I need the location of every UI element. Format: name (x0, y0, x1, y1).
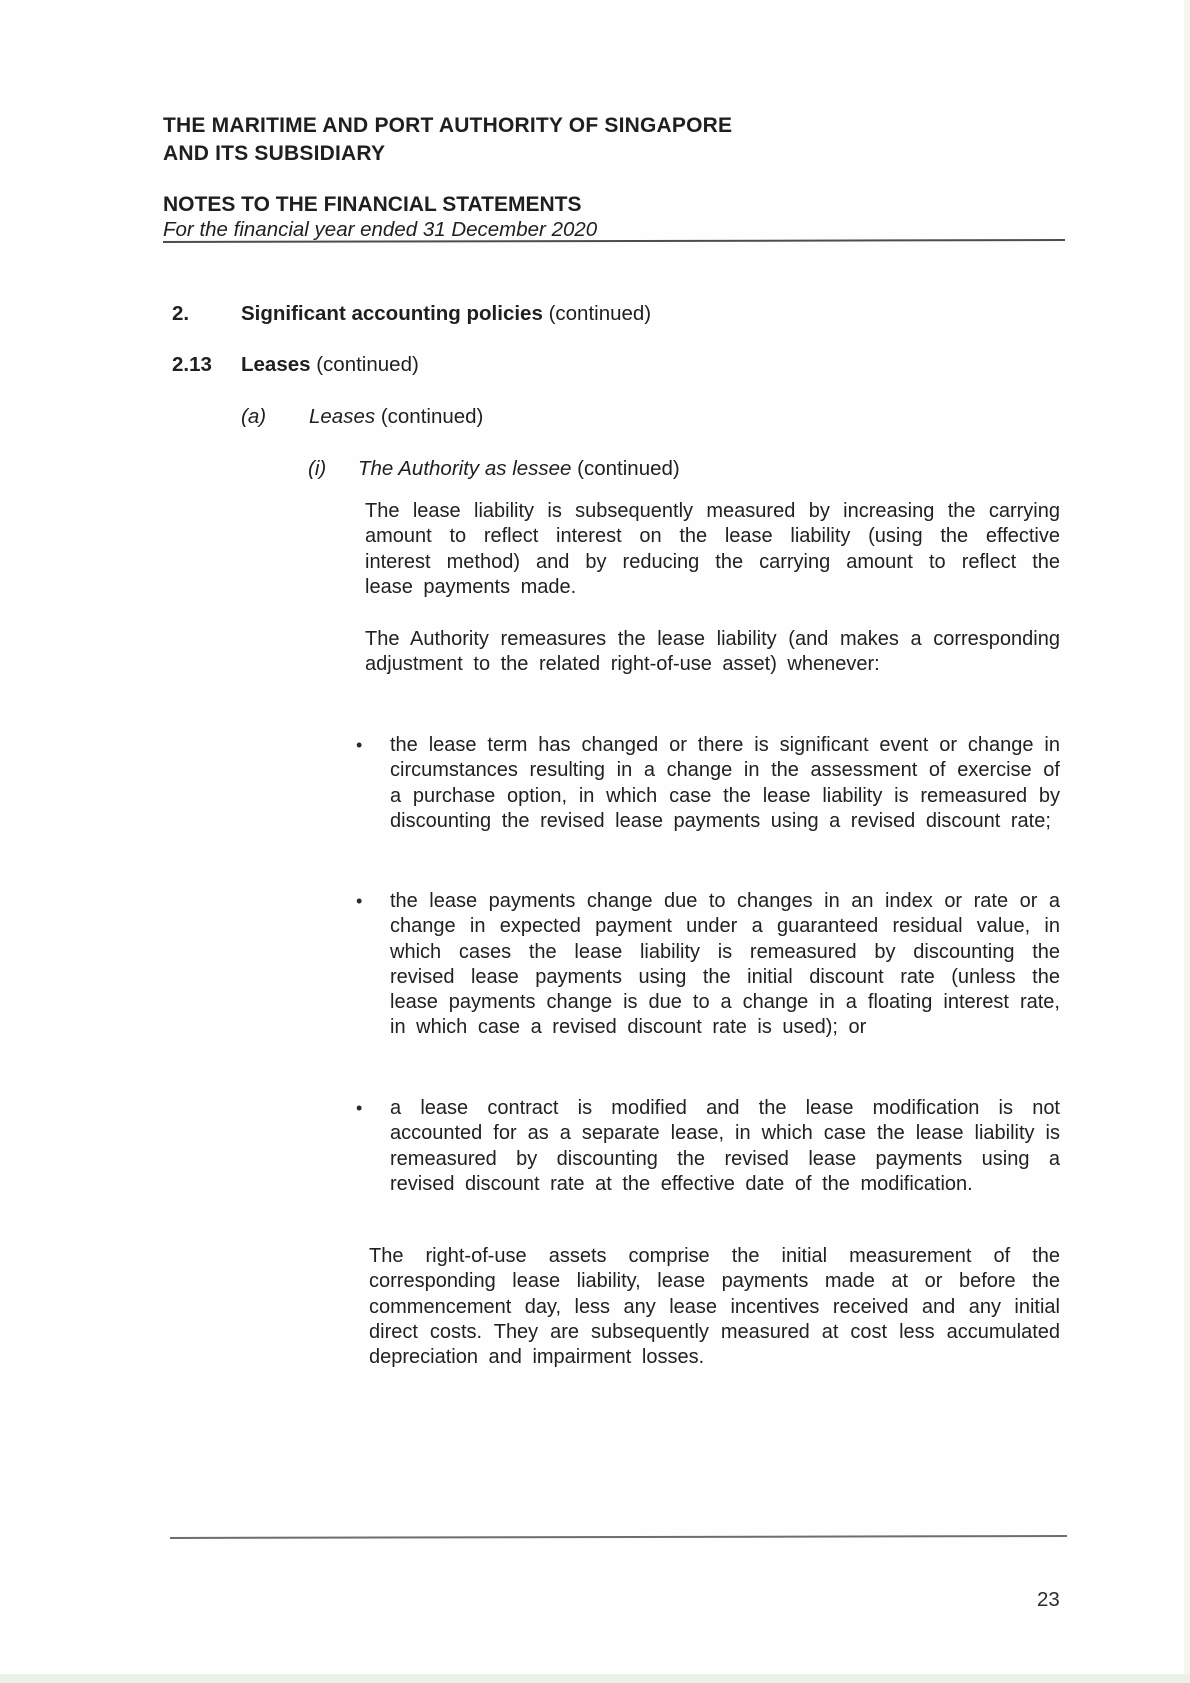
subsection-number: 2.13 (172, 353, 212, 376)
list-item-a-heading (241, 404, 483, 430)
item-a-marker: (a) (241, 405, 267, 428)
organization-name (163, 112, 732, 168)
bullet-icon: • (356, 1098, 363, 1118)
document-title: NOTES TO THE FINANCIAL STATEMENTS (163, 193, 582, 216)
item-i-title: The Authority as lessee (continued) (358, 457, 680, 480)
paragraph-lease-liability-measurement: The lease liability is subsequently measured by increasing the carrying amount to reflect interest on the lease liability (using the effective interest method) and by reducing the carrying amount to reflect the lease payments made. (365, 500, 1060, 598)
section-continued-label: (continued) (548, 302, 652, 325)
bullet-text: the lease term has changed or there is significant event or change in circumstances resulting in a change in the assessment of exercise of a purchase option, in which case the lease liability is remeasured by discounting the revised lease payments using a revised discount rate; (390, 734, 1060, 832)
subsection-heading (172, 352, 419, 378)
page-number: 23 (1037, 1588, 1060, 1611)
item-i-marker: (i) (308, 457, 327, 480)
paragraph-authority-remeasures: The Authority remeasures the lease liability (and makes a corresponding adjustment to the related right-of-use asset) whenever: (365, 628, 1060, 676)
bullet-text: the lease payments change due to changes in an index or rate or a change in expected payment under a guaranteed residual value, in which cases the lease liability is remeasured by discounting the revised lease payments using the initial discount rate (unless the lease payments change is due to a change in a floating interest rate, in which case a revised discount rate is used); or (390, 890, 1060, 1039)
bullet-icon: • (356, 891, 363, 911)
section-title: Significant accounting policies (continued) (241, 302, 652, 325)
footer-divider-line (170, 1535, 1067, 1539)
item-i-continued-label: (continued) (577, 457, 680, 480)
bullet-item-lease-contract-modified (356, 1096, 1060, 1197)
document-subtitle: For the financial year ended 31 December 2020 (163, 218, 598, 241)
organization-name-line2: AND ITS SUBSIDIARY (163, 142, 386, 165)
bullet-text: a lease contract is modified and the lease modification is not accounted for as a separate lease, in which case the lease liability is remeasured by discounting the revised lease payments using a revised discount rate at the effective date of the modification. (390, 1097, 1060, 1195)
bullet-item-lease-payments-change (356, 889, 1060, 1041)
item-a-continued-label: (continued) (380, 405, 484, 428)
paragraph-right-of-use-assets: The right-of-use assets comprise the initial measurement of the corresponding lease liability, lease payments made at or before the commencement day, less any lease incentives received and any initial direct costs. They are subsequently measured at cost less accumulated depreciation and impairment losses. (369, 1245, 1060, 1369)
subsection-title: Leases (continued) (241, 353, 419, 376)
section-heading (172, 301, 651, 327)
bullet-icon: • (356, 735, 363, 755)
scan-edge-bottom (0, 1674, 1190, 1683)
subsection-continued-label: (continued) (316, 353, 419, 376)
scan-edge-right (1184, 0, 1190, 1683)
item-a-title: Leases (continued) (309, 405, 484, 428)
bullet-item-lease-term-changed (356, 733, 1060, 834)
section-number: 2. (172, 302, 190, 325)
list-item-i-heading (308, 456, 680, 482)
organization-name-line1: THE MARITIME AND PORT AUTHORITY OF SINGAPORE (163, 114, 733, 137)
